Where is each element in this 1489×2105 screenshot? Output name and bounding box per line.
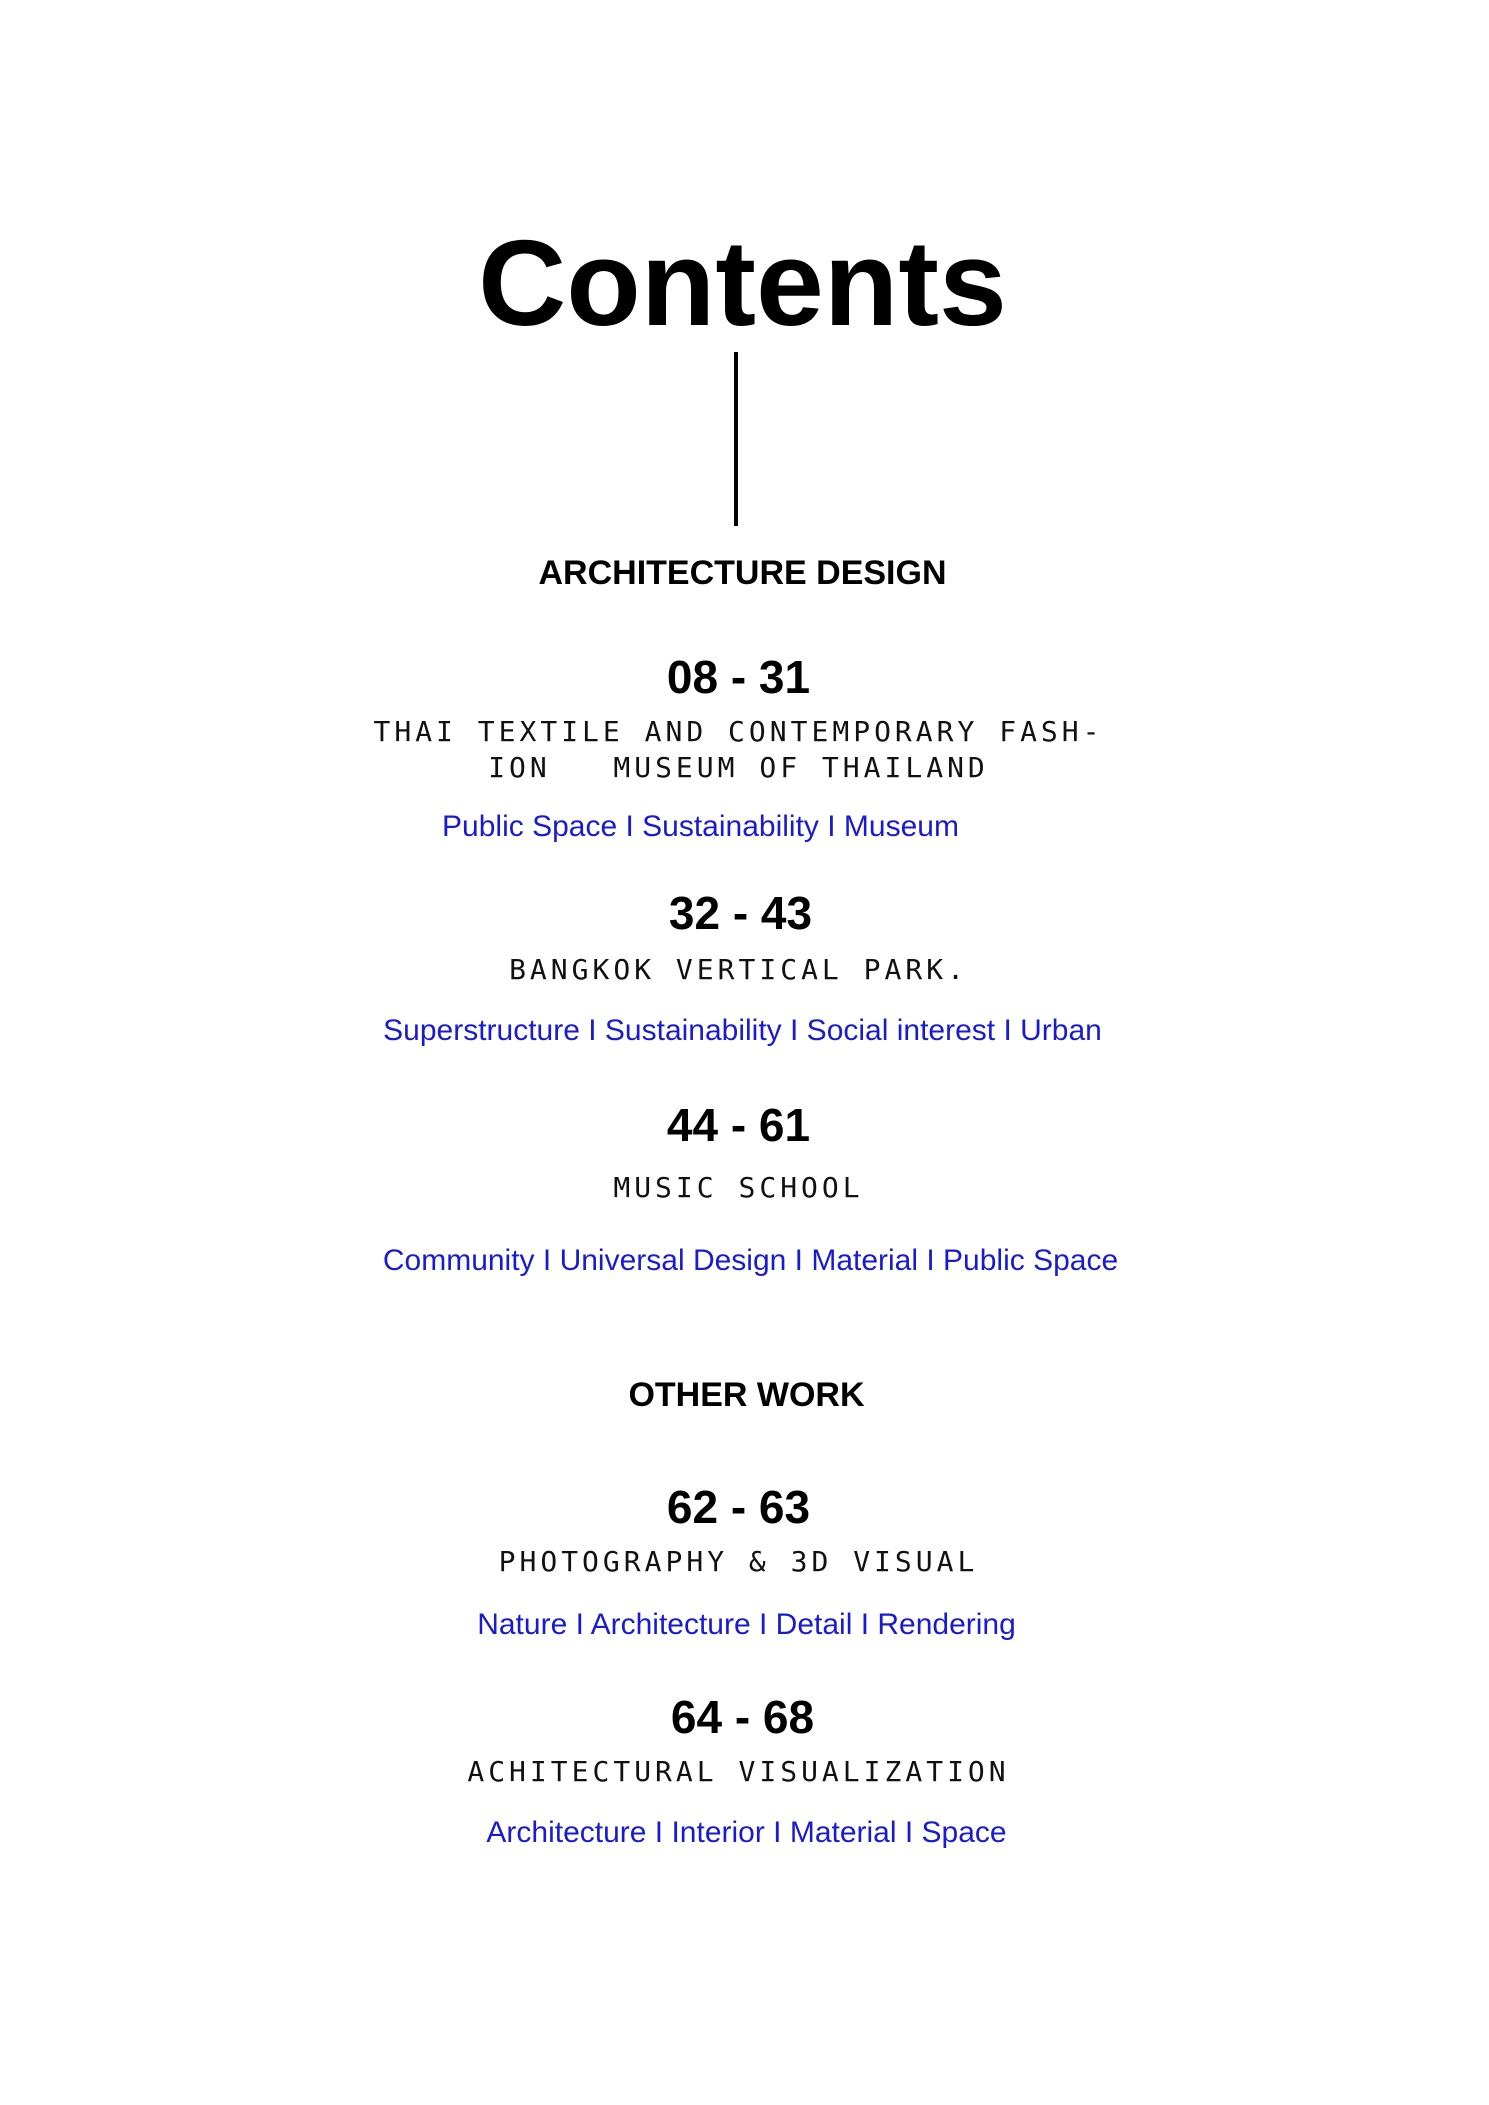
entry-pages: 44 - 61 [666,1099,811,1151]
title-divider [734,352,738,526]
entry-title: BANGKOK VERTICAL PARK. [509,953,968,986]
entry-pages: 32 - 43 [668,887,813,939]
entry-tags: Architecture I Interior I Material I Space [486,1816,1007,1849]
entry-title: ACHITECTURAL VISUALIZATION [467,1755,1010,1788]
entry-tags: Superstructure I Sustainability I Social interest I Urban [383,1014,1102,1047]
entry-tags: Community I Universal Design I Material I Public Space [382,1244,1119,1277]
entry-title-continued: ION MUSEUM OF THAILAND [488,751,989,784]
entry-pages: 62 - 63 [666,1481,811,1533]
entry-title: MUSIC SCHOOL [613,1171,864,1204]
entry-tags: Nature I Architecture I Detail I Rendering [477,1608,1016,1641]
section-heading-other-work: OTHER WORK [628,1376,865,1414]
entry-title: PHOTOGRAPHY & 3D VISUAL [498,1545,979,1578]
page-title: Contents [478,215,1007,351]
entry-pages: 08 - 31 [666,651,811,703]
section-heading-architecture-design: ARCHITECTURE DESIGN [538,554,947,592]
entry-title: THAI TEXTILE AND CONTEMPORARY FASH- [373,715,1104,748]
entry-tags: Public Space I Sustainability I Museum [442,810,959,843]
entry-pages: 64 - 68 [670,1691,815,1743]
